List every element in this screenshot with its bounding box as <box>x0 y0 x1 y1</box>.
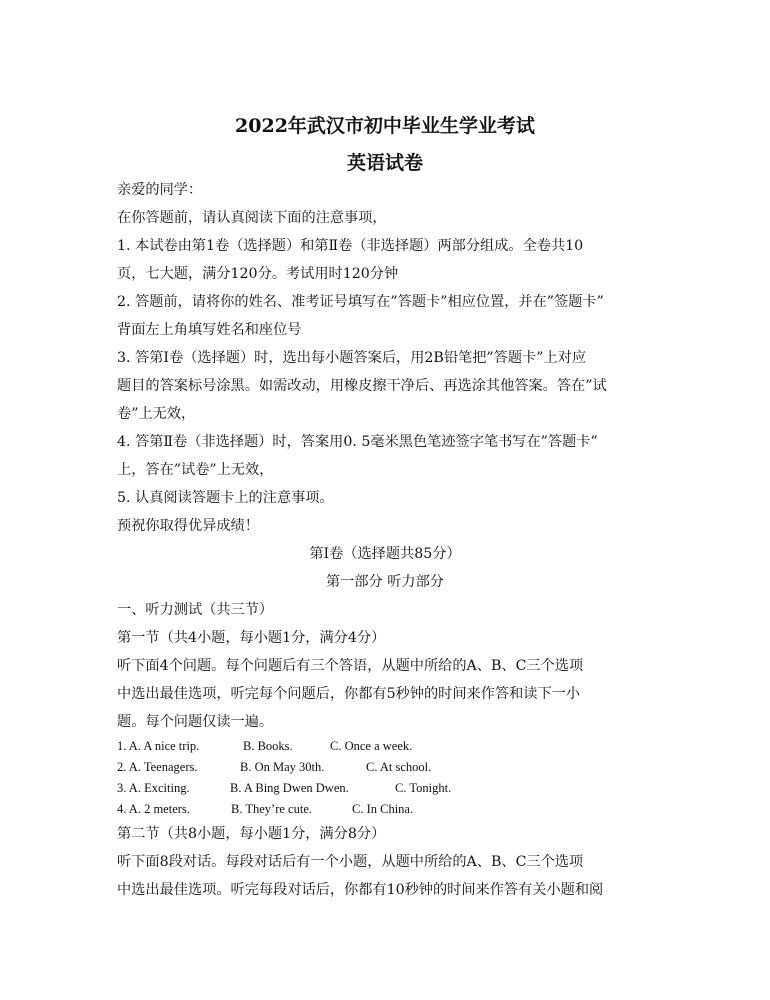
page-subtitle: 英语试卷 <box>346 152 423 174</box>
option-a: 2. A. Teenagers. <box>117 760 198 774</box>
instruction-line: 听下面8段对话。每段对话后有一个小题，从题中所给的A、B、C三个选项 <box>117 854 584 870</box>
greeting: 亲爱的同学： <box>117 182 203 198</box>
option-b: B. They’re cute. <box>231 802 312 816</box>
instruction-line: 题。每个问题仅读一遍。 <box>117 714 274 730</box>
instruction-line: 中选出最佳选项。听完每段对话后，你都有10秒钟的时间来作答有关小题和阅 <box>117 882 604 898</box>
option-a: 1. A. A nice trip. <box>117 739 200 753</box>
section-title: 一、听力测试（共三节） <box>117 602 274 618</box>
note-line: 卷”上无效， <box>117 406 196 422</box>
wish-line: 预祝你取得优异成绩！ <box>117 518 259 534</box>
option-c: C. Once a week. <box>330 739 413 753</box>
option-b: B. A Bing Dwen Dwen. <box>230 781 349 795</box>
page-title: 2022年武汉市初中毕业生学业考试 <box>235 115 535 137</box>
note-line: 上，答在”试卷”上无效， <box>117 462 274 478</box>
note-line: 题目的答案标号涂黑。如需改动，用橡皮擦干净后、再选涂其他答案。答在”试 <box>117 378 607 394</box>
note-line: 5. 认真阅读答题卡上的注意事项。 <box>117 490 334 506</box>
option-c: C. Tonight. <box>395 781 452 795</box>
option-a: 4. A. 2 meters. <box>117 802 190 816</box>
option-c: C. In China. <box>352 802 414 816</box>
section2-heading: 第二节（共8小题，每小题1分，满分8分） <box>117 826 386 842</box>
note-line: 2. 答题前，请将你的姓名、准考证号填写在”答题卡”相应位置，并在”签题卡” <box>117 294 604 310</box>
intro-line: 在你答题前，请认真阅读下面的注意事项， <box>117 210 387 226</box>
instruction-line: 中选出最佳选项，听完每个问题后，你都有5秒钟的时间来作答和读下一小 <box>117 686 581 702</box>
section1-heading: 第一节（共4小题，每小题1分，满分4分） <box>117 630 386 646</box>
note-line: 3. 答第Ⅰ卷（选择题）时，选出每小题答案后，用2B铅笔把”答题卡”上对应 <box>117 350 587 366</box>
option-b: B. Books. <box>243 739 293 753</box>
volume-heading: 第Ⅰ卷（选择题共85分） <box>309 546 461 562</box>
note-line: 背面左上角填写姓名和座位号 <box>117 322 302 338</box>
instruction-line: 听下面4个问题。每个问题后有三个答语，从题中所给的A、B、C三个选项 <box>117 658 584 674</box>
note-line: 4. 答第Ⅱ卷（非选择题）时，答案用0. 5毫米黑色笔迹签字笔书写在”答题卡” <box>117 434 598 450</box>
part-heading: 第一部分 听力部分 <box>325 574 444 590</box>
option-c: C. At school. <box>366 760 432 774</box>
note-line: 页，七大题，满分120分。考试用时120分钟 <box>117 266 399 282</box>
note-line: 1. 本试卷由第1卷（选择题）和第Ⅱ卷（非选择题）两部分组成。全卷共10 <box>117 238 584 254</box>
option-b: B. On May 30th. <box>240 760 325 774</box>
option-a: 3. A. Exciting. <box>117 781 190 795</box>
